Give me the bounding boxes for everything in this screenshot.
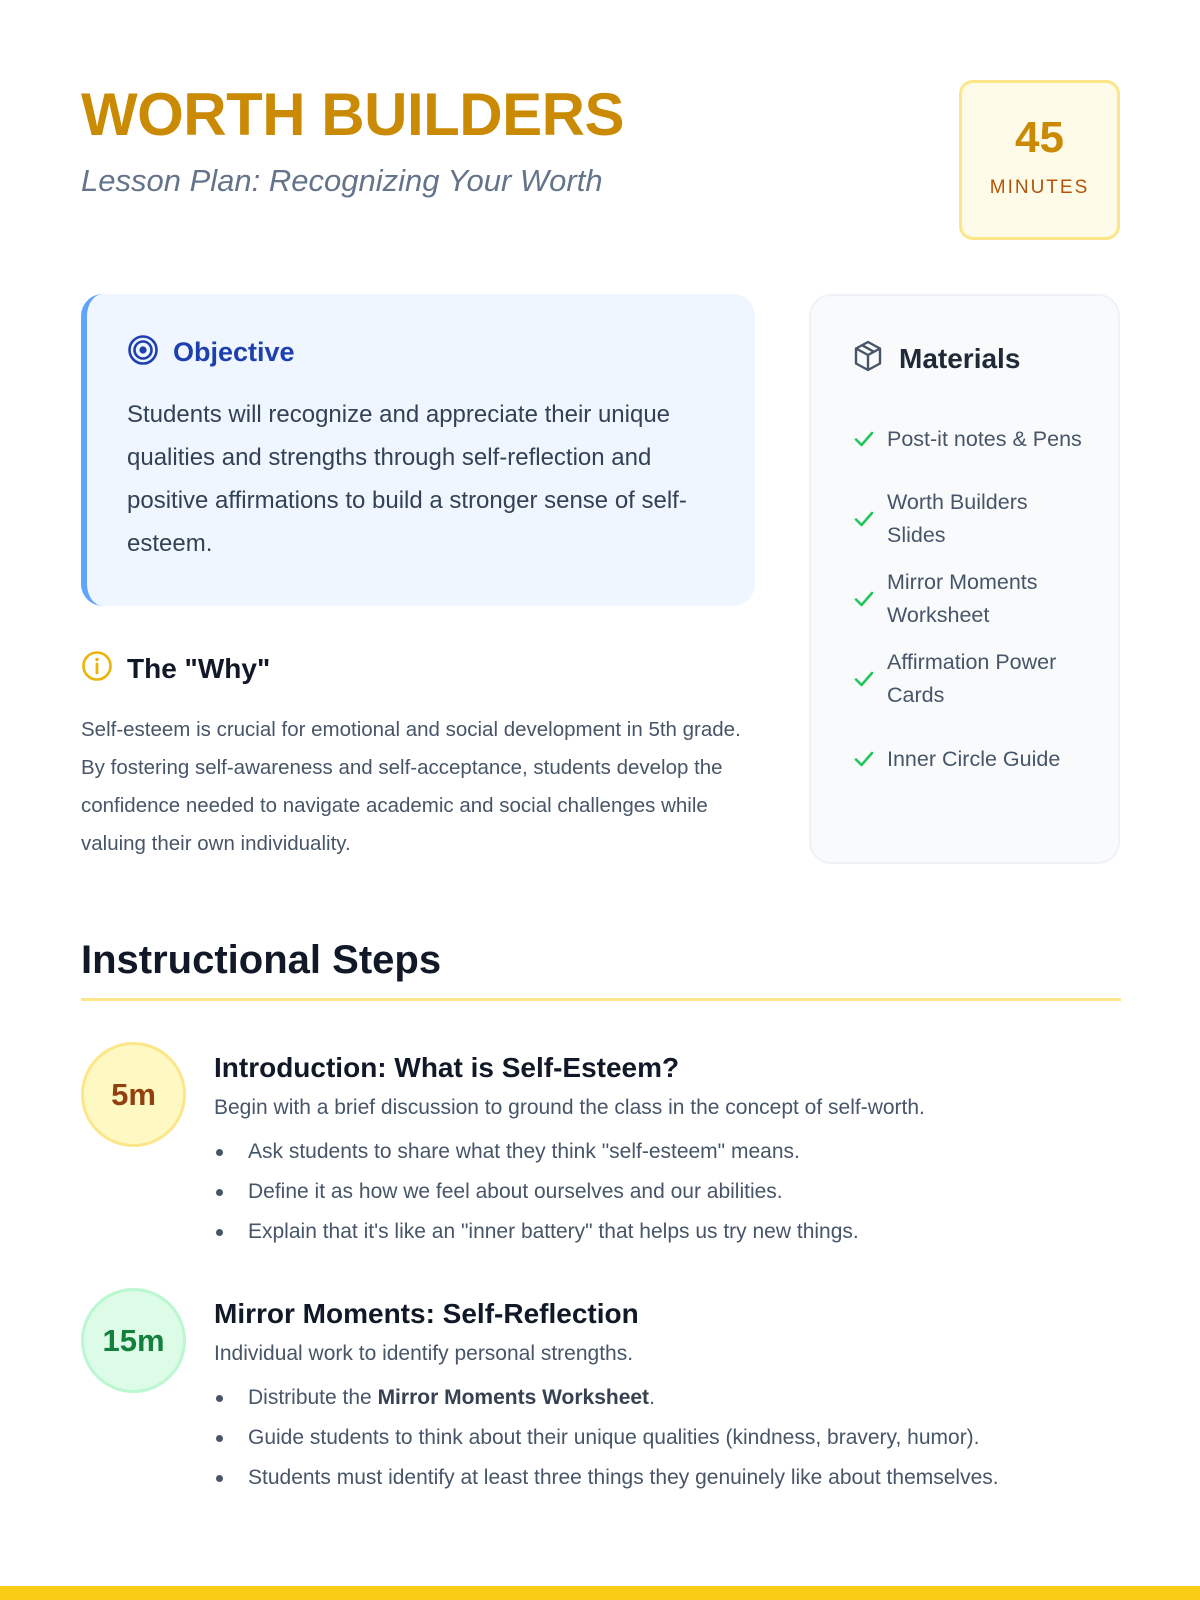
objective-title: Objective <box>173 337 295 367</box>
list-item <box>853 719 1088 799</box>
step-title: Mirror Moments: Self-Reflection <box>214 1298 639 1329</box>
page-subtitle: Lesson Plan: Recognizing Your Worth <box>81 163 603 198</box>
list-item <box>853 559 1088 639</box>
list-item <box>853 399 1088 479</box>
materials-title: Materials <box>899 342 1021 374</box>
objective-header <box>127 334 715 371</box>
materials-header <box>853 340 1088 377</box>
target-icon <box>127 334 159 371</box>
list-item: Ask students to share what they think "self-esteem" means. <box>214 1132 1114 1172</box>
check-icon <box>853 670 875 688</box>
list-item <box>214 1378 1114 1418</box>
step-title: Introduction: What is Self-Esteem? <box>214 1052 680 1083</box>
duration-badge <box>959 80 1120 240</box>
why-title: The "Why" <box>127 652 271 684</box>
check-icon <box>853 430 875 448</box>
bullet-text: . <box>649 1386 655 1409</box>
material-label: Worth Builders Slides <box>887 490 1028 547</box>
bullet-text: Distribute the <box>248 1386 378 1409</box>
materials-card <box>809 294 1120 864</box>
material-label: Mirror Moments Worksheet <box>887 570 1038 627</box>
duration-value: 45 <box>1015 113 1064 162</box>
worksheet-name: Mirror Moments Worksheet <box>377 1386 650 1409</box>
package-icon <box>853 340 883 377</box>
list-item <box>853 479 1088 559</box>
step-body <box>214 1294 1114 1498</box>
list-item: Guide students to think about their unique qualities (kindness, bravery, humor). <box>214 1418 1114 1458</box>
check-icon <box>853 590 875 608</box>
list-item <box>853 639 1088 719</box>
step-bullets <box>214 1378 1114 1498</box>
steps-heading: Instructional Steps <box>81 938 442 982</box>
steps-divider <box>81 998 1121 1001</box>
duration-unit: MINUTES <box>989 177 1090 198</box>
material-label: Post-it notes & Pens <box>887 426 1082 451</box>
why-header <box>81 650 751 687</box>
page-title: WORTH BUILDERS <box>81 81 624 148</box>
step-time-badge: 5m <box>81 1042 186 1147</box>
footer-accent-bar <box>0 1586 1200 1600</box>
objective-text: Students will recognize and appreciate their unique qualities and strengths through self-reflection and positive affirmations to build a stronger sense of self-esteem. <box>127 401 687 557</box>
material-label: Inner Circle Guide <box>887 746 1061 771</box>
objective-card <box>81 294 755 606</box>
info-icon <box>81 650 113 687</box>
step-time-badge: 15m <box>81 1288 186 1393</box>
step-description: Individual work to identify personal strengths. <box>214 1342 634 1365</box>
check-icon <box>853 750 875 768</box>
materials-list <box>853 399 1088 799</box>
step-bullets <box>214 1132 1114 1252</box>
list-item: Define it as how we feel about ourselves and our abilities. <box>214 1172 1114 1212</box>
why-section <box>81 650 751 863</box>
list-item: Students must identify at least three things they genuinely like about themselves. <box>214 1458 1114 1498</box>
step-body <box>214 1048 1114 1252</box>
lesson-header <box>81 80 1121 240</box>
why-text: Self-esteem is crucial for emotional and social development in 5th grade. By fostering self-awareness and self-acceptance, students develop the confidence needed to navigate academic and social challenges while valuing their own individuality. <box>81 718 741 855</box>
material-label: Affirmation Power Cards <box>887 650 1057 707</box>
list-item: Explain that it's like an "inner battery" that helps us try new things. <box>214 1212 1114 1252</box>
check-icon <box>853 510 875 528</box>
step-description: Begin with a brief discussion to ground the class in the concept of self-worth. <box>214 1096 925 1119</box>
